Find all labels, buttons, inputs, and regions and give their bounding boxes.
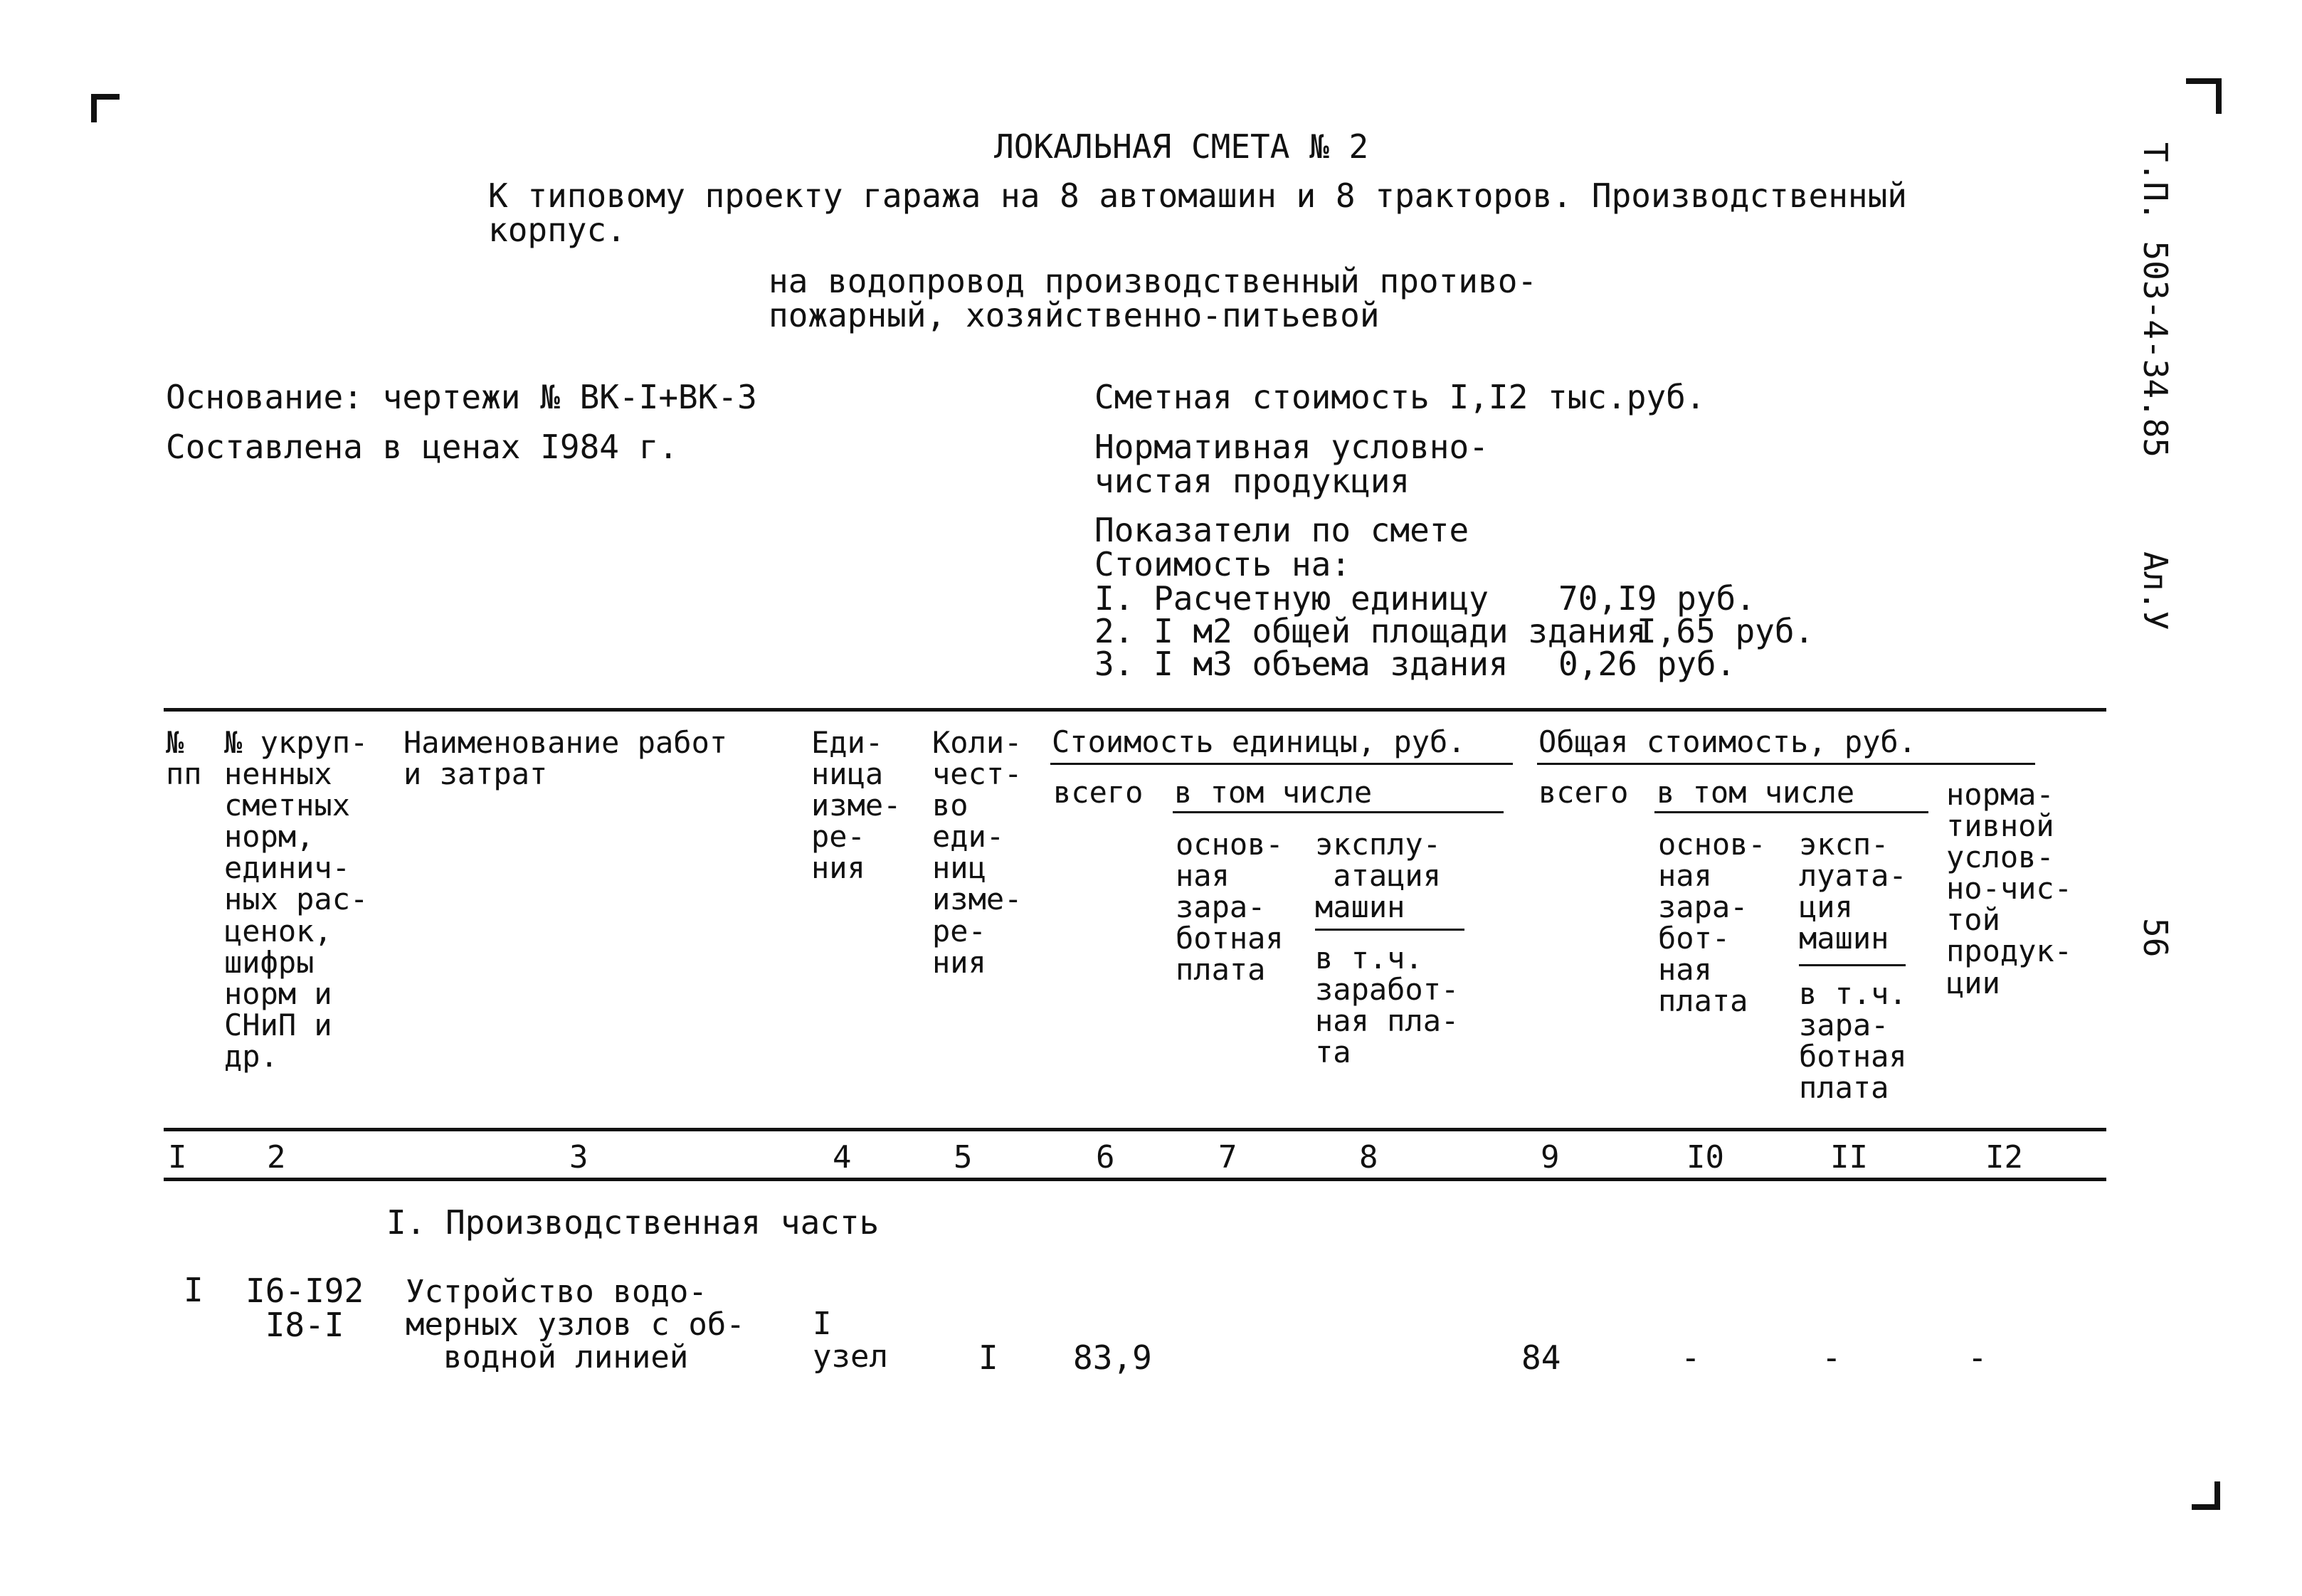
- row-norm-code: I6-I92 I8-I: [245, 1272, 364, 1345]
- header-row-number: № пп: [166, 725, 202, 792]
- indicator-2-value: I,65 руб.: [1637, 612, 1815, 650]
- document-subtitle-line1: К типовому проекту гаража на 8 автомашин и 8 тракторов. Производственный: [488, 176, 1907, 215]
- estimated-cost: Сметная стоимость I,I2 тыс.руб.: [1094, 378, 1706, 416]
- row-total-base-wage: -: [1681, 1338, 1701, 1377]
- col-number-3: 3: [569, 1139, 588, 1175]
- price-basis: Составлена в ценах I984 г.: [166, 428, 679, 466]
- row-normative: -: [1968, 1338, 1987, 1377]
- col-number-11: II: [1830, 1139, 1868, 1175]
- col-number-2: 2: [267, 1139, 286, 1175]
- header-work-name: Наименование работ и затрат: [403, 725, 728, 792]
- col-number-1: I: [168, 1139, 187, 1175]
- document-subtitle-line2: корпус.: [488, 211, 626, 249]
- header-unit-machines: эксплу- атация машин: [1315, 827, 1442, 925]
- basis: Основание: чертежи № ВК-I+ВК-3: [166, 378, 757, 416]
- col-number-6: 6: [1096, 1139, 1115, 1175]
- header-unit-all: всего: [1053, 775, 1144, 810]
- column-numbers-bottom-rule: [164, 1178, 2106, 1181]
- corner-mark-top-right: [2186, 78, 2222, 114]
- corner-mark-top-left: [91, 94, 120, 122]
- cost-on: Стоимость на:: [1094, 545, 1351, 583]
- col-number-4: 4: [833, 1139, 852, 1175]
- row-unit: I узел: [813, 1306, 888, 1375]
- header-unit-including: в том числе: [1174, 775, 1373, 810]
- row-unit-cost-all: 83,9: [1073, 1338, 1152, 1377]
- unit-cost-group-rule: [1050, 763, 1513, 765]
- margin-project-code: Т.П. 503-4-34.85: [2136, 142, 2175, 458]
- indicator-1-label: I. Расчетную единицу: [1094, 579, 1489, 618]
- header-total-machines: эксп- луата- ция машин: [1799, 827, 1907, 956]
- header-unit: Еди- ница изме- ре- ния: [811, 725, 902, 886]
- total-machines-rule: [1799, 964, 1906, 966]
- normative-line1: Нормативная условно-: [1094, 428, 1489, 466]
- row-quantity: I: [978, 1338, 998, 1377]
- header-unit-cost: Стоимость единицы, руб.: [1052, 724, 1466, 759]
- header-norm-codes: № укруп- ненных сметных норм, единич- ных рас- ценок, шифры норм и СНиП и др.: [224, 725, 369, 1074]
- row-work-name: Устройство водо- мерных узлов с об- водной линией: [406, 1274, 745, 1376]
- table-header-bottom-rule: [164, 1128, 2106, 1131]
- col-number-8: 8: [1359, 1139, 1378, 1175]
- header-total-machines-wage: в т.ч. зара- ботная плата: [1799, 976, 1907, 1106]
- row-number: I: [184, 1271, 204, 1309]
- col-number-10: I0: [1686, 1139, 1724, 1175]
- purpose-line1: на водопровод производственный противо-: [769, 262, 1538, 300]
- header-quantity: Коли- чест- во еди- ниц изме- ре- ния: [932, 725, 1023, 980]
- corner-mark-bottom-right: [2192, 1481, 2220, 1510]
- header-total-all: всего: [1538, 775, 1629, 810]
- unit-machines-rule: [1315, 929, 1464, 931]
- header-total-cost: Общая стоимость, руб.: [1538, 724, 1917, 759]
- col-number-5: 5: [954, 1139, 973, 1175]
- indicator-1-value: 70,I9 руб.: [1558, 579, 1755, 618]
- margin-album: Ал.У: [2136, 551, 2175, 630]
- row-total-cost-all: 84: [1521, 1338, 1561, 1377]
- indicators-title: Показатели по смете: [1094, 511, 1469, 549]
- unit-incl-rule: [1173, 811, 1504, 813]
- col-number-7: 7: [1218, 1139, 1237, 1175]
- purpose-line2: пожарный, хозяйственно-питьевой: [769, 296, 1380, 334]
- table-top-rule: [164, 708, 2106, 712]
- normative-line2: чистая продукция: [1094, 462, 1410, 500]
- margin-page-number: 56: [2136, 918, 2175, 958]
- header-unit-base-wage: основ- ная зара- ботная плата: [1176, 827, 1284, 988]
- header-total-base-wage: основ- ная зара- бот- ная плата: [1658, 827, 1766, 1019]
- indicator-3-label: 3. I м3 объема здания: [1094, 645, 1509, 683]
- section-title: I. Производственная часть: [386, 1203, 880, 1242]
- total-incl-rule: [1654, 811, 1928, 813]
- col-number-9: 9: [1541, 1139, 1560, 1175]
- header-unit-machines-wage: в т.ч. заработ- ная пла- та: [1315, 941, 1459, 1070]
- total-cost-group-rule: [1537, 763, 2035, 765]
- document-title: ЛОКАЛЬНАЯ СМЕТА № 2: [994, 127, 1369, 166]
- indicator-2-label: 2. I м2 общей площади здания: [1094, 612, 1647, 650]
- row-total-machines: -: [1822, 1338, 1842, 1377]
- col-number-12: I2: [1985, 1139, 2023, 1175]
- header-total-including: в том числе: [1657, 775, 1855, 810]
- indicator-3-value: 0,26 руб.: [1558, 645, 1736, 683]
- header-normative-production: норма- тивной услов- но-чис- той продук- ции: [1946, 777, 2073, 1000]
